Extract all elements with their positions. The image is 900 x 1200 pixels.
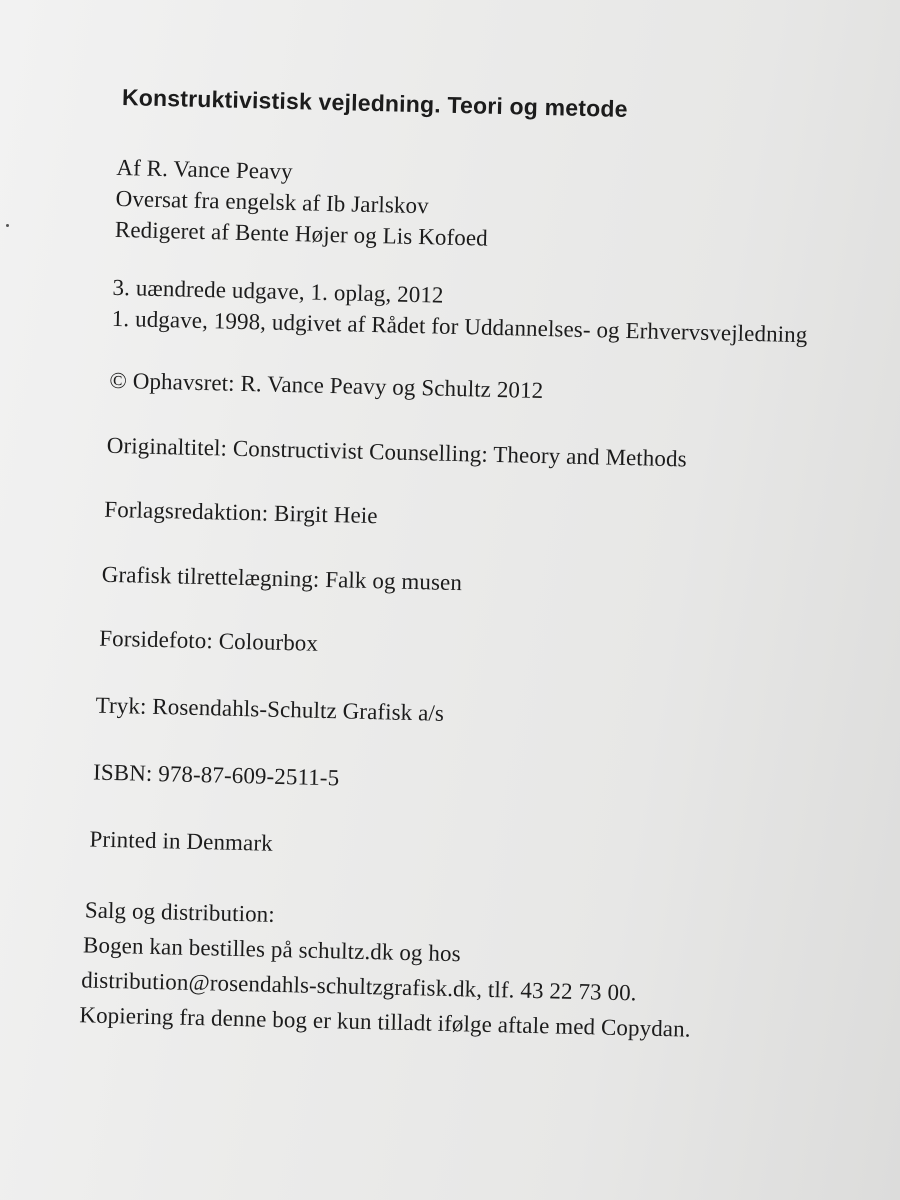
printed-in-line: Printed in Denmark [89,826,274,856]
printer-line: Tryk: Rosendahls-Schultz Grafisk a/s [95,692,445,726]
translator-line: Oversat fra engelsk af Ib Jarlskov [115,185,430,219]
editors-line: Redigeret af Bente Højer og Lis Kofoed [114,216,489,251]
current-edition-line: 3. uændrede udgave, 1. oplag, 2012 [112,274,444,308]
distribution-heading: Salg og distribution: [84,897,276,927]
first-edition-line: 1. udgave, 1998, udgivet af Rådet for Uddannelses- og Erhvervsvejledning [111,305,808,348]
distribution-line-3: Kopiering fra denne bog er kun tilladt ifølge aftale med Copydan. [79,1002,691,1042]
editorial-line: Forlagsredaktion: Birgit Heie [104,496,378,529]
copyright-line: © Ophavsret: R. Vance Peavy og Schultz 2012 [109,367,544,404]
book-title: Konstruktivistisk vejledning. Teori og metode [121,84,628,122]
graphic-design-line: Grafisk tilrettelægning: Falk og musen [101,561,463,596]
isbn-line: ISBN: 978-87-609-2511-5 [92,759,340,791]
original-title-line: Originaltitel: Constructivist Counselling: Theory and Methods [106,432,687,472]
distribution-line-2: distribution@rosendahls-schultzgrafisk.dk, tlf. 43 22 73 00. [80,967,637,1006]
author-line: Af R. Vance Peavy [116,154,293,185]
distribution-line-1: Bogen kan bestilles på schultz.dk og hos [82,932,461,967]
cover-photo-line: Forsidefoto: Colourbox [99,625,319,656]
